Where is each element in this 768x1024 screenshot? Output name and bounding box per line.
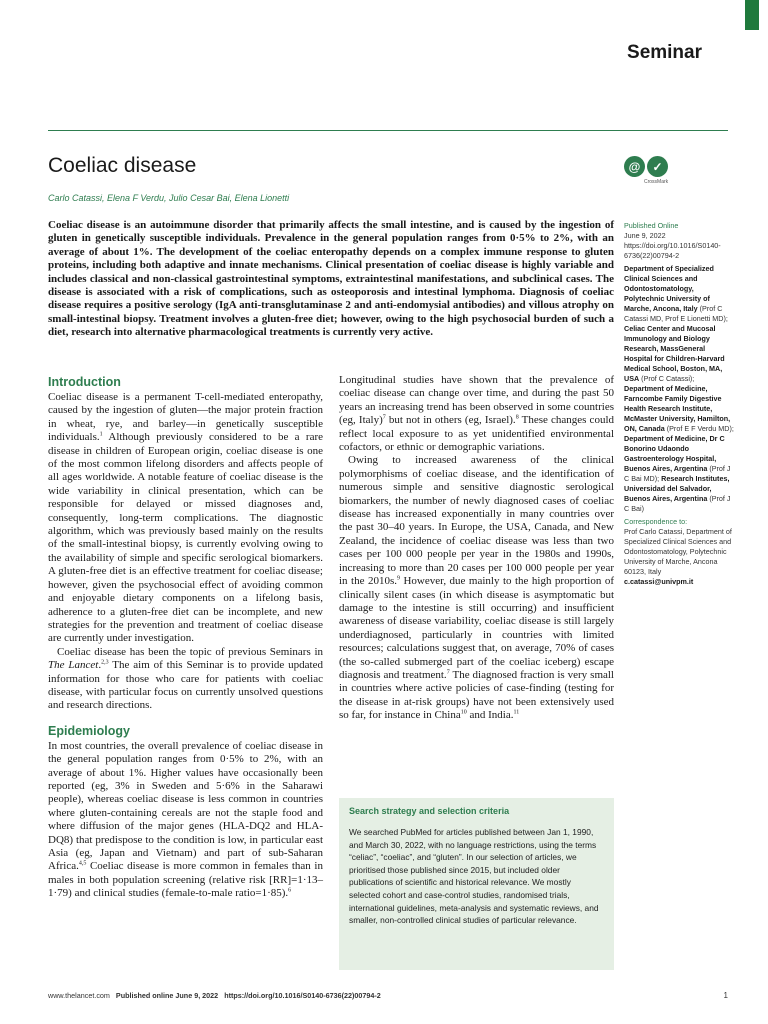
crossmark-label: CrossMark bbox=[644, 179, 669, 185]
citation[interactable]: 10 bbox=[460, 709, 467, 716]
published-date: June 9, 2022 bbox=[624, 231, 666, 240]
search-strategy-text: We searched PubMed for articles published between Jan 1, 1990, and March 30, 2022, with no language restrictions, using the terms “celiac”, “coeliac”, and “gluten”. In our selection of articles, we prioritised those published since 2015, but included older publications of scientific and historical relevance. We mostly selected cohort and case-control studies, randomised trials, international guidelines, meta-analysis and systematic reviews, and smaller, non-controlled clinical studies of particular relevance. bbox=[349, 827, 599, 926]
footer-site[interactable]: www.thelancet.com bbox=[48, 991, 110, 1000]
search-strategy-title: Search strategy and selection criteria bbox=[349, 806, 510, 816]
author-list: Carlo Catassi, Elena F Verdu, Julio Cesar Bai, Elena Lionetti bbox=[48, 193, 290, 203]
epidemiology-paragraph-1: In most countries, the overall prevalence of coeliac disease in the general population ranges from 0·5% to 2%, with an average of about 1%. Higher values have occasionally been reported (eg, 3% in Sweden and 5·6% in the Saharawi people), whereas coeliac disease is less common in countries where gluten-containing cereals are not the staple food and where diffusion of the major genes (HLA-DQ2 and HLA-DQ8) that predispose to the condition is low, in particular east Asia (eg, Japan and Vietnam) and part of sub-Saharan Africa.$^{4,5}$ Coeliac disease is more common in females than in males in both population screening (relative risk [RR]=1·13–1·79) and clinical studies (female-to-male ratio=1·85).$^6$ bbox=[48, 739, 323, 900]
citation[interactable]: 9 bbox=[396, 575, 400, 582]
journal-accent-bar bbox=[745, 0, 759, 30]
citation[interactable]: 7 bbox=[446, 669, 450, 676]
citation[interactable]: 7 bbox=[382, 414, 386, 421]
citation[interactable]: 11 bbox=[513, 709, 520, 716]
correspondence-email[interactable]: c.catassi@univpm.it bbox=[624, 577, 694, 586]
article-sidebar bbox=[624, 221, 734, 587]
epidemiology-paragraph-2: Longitudinal studies have shown that the prevalence of coeliac disease can change over time, and during the past 50 years an increasing trend has been observed in some countries (eg, Italy)$^7$ but not in others (eg, Israel).$^8$ These changes could reflect local exposure to as yet unidentified environmental cofactors, or ethnic or demographic variations. bbox=[339, 374, 614, 454]
affiliations: Department of Specialized Clinical Sciences and Odontostomatology, Polytechnic University of Marche, Ancona, Italy (Prof C Catassi MD, Prof E Lionetti MD); Celiac Center and Mucosal Immunology and Biology Research, MassGeneral Hospital for Children-Harvard Medical School, Boston, MA, USA (Prof C Catassi); Department of Medicine, Farncombe Family Digestive Health Research Institute, McMaster University, Hamilton, ON, Canada (Prof E F Verdu MD); Department of Medicine, Dr C Bonorino Udaondo Gastroenterology Hospital, Buenos Aires, Argentina (Prof J C Bai MD); Research Institutes, Universidad del Salvador, Buenos Aires, Argentina (Prof J C Bai) bbox=[624, 264, 734, 513]
citation[interactable]: 1 bbox=[99, 431, 103, 438]
article-title: Coeliac disease bbox=[48, 154, 197, 177]
correspondence-label: Correspondence to: bbox=[624, 517, 688, 526]
footer-doi[interactable]: https://doi.org/10.1016/S0140-6736(22)00794-2 bbox=[224, 991, 381, 1000]
published-label: Published Online bbox=[624, 221, 679, 230]
open-access-icon: @ bbox=[624, 156, 645, 177]
crossmark-badge[interactable] bbox=[624, 156, 668, 177]
page-number: 1 bbox=[723, 991, 728, 1000]
epidemiology-paragraph-3: Owing to increased awareness of the clinical polymorphisms of coeliac disease, and the identification of numerous simple and sensitive diagnostic serological biomarkers, the number of newly diagnosed cases of coeliac disease has increased exponentially in many countries over the past 30–40 years. In Europe, the USA, Canada, and New Zealand, the incidence of coeliac disease was less than two cases per 100 000 people per year in the 1980s and 1990s, increasing to more than 20 cases per 100 000 people per year in the 2010s.$^9$ However, due mainly to the high proportion of clinically silent cases (in which disease is asymptomatic but damage to the intestine is still occurring) and insufficient awareness of disease variability, coeliac disease is still largely underdiagnosed, particularly in countries with limited resources; calculations suggest that, on average, 70% of cases (the so-called submerged part of the coeliac iceberg) escape diagnosis and treatment.$^7$ The diagnosed fraction is very small in countries where active policies of case-finding (testing for the disease in at-risk groups) have not been extensively used so far, for instance in China$^{10}$ and India.$^{11}$ bbox=[339, 454, 614, 722]
correspondence-address: Prof Carlo Catassi, Department of Specialized Clinical Sciences and Odontostomatology, Polytechnic University of Marche, Ancona 60123, Italy bbox=[624, 527, 732, 576]
intro-paragraph-2: Coeliac disease has been the topic of previous Seminars in The Lancet.$^{2,3}$ The aim of this Seminar is to provide updated information for those who care for patients with coeliac disease, with particular focus on currently unsolved questions and research directions. bbox=[48, 645, 323, 712]
citation[interactable]: 6 bbox=[288, 887, 292, 894]
page-footer bbox=[48, 991, 728, 1000]
intro-paragraph-1: Coeliac disease is a permanent T-cell-mediated enteropathy, caused by the ingestion of gluten—the major protein fraction in wheat, rye, and barley—in genetically susceptible individuals.$^1$ Although previously considered to be a rare disease in children of European origin, coeliac disease is one of the most common lifelong disorders and affects people of all ages worldwide. A notable feature of coeliac disease is the wide variability in clinical presentation, which can be responsible for delayed or missed diagnoses and, consequently, long-term complications. The diagnostic algorithm, which was previously based mainly on the results of the small-intestinal biopsy, is currently evolving owing to the availability of simple and specific serological biomarkers. A gluten-free diet is an effective treatment for coeliac disease; however, given the psychosocial effect of avoiding common and enjoyable dietary components on a lifelong basis, adherence to a gluten-free diet can be incomplete, and new strategies for the prevention and treatment of coeliac disease are currently under investigation. bbox=[48, 391, 323, 645]
abstract: Coeliac disease is an autoimmune disorder that primarily affects the small intestine, and is caused by the ingestion of gluten in genetically susceptible individuals. Prevalence in the general population ranges from 0·5% to 2%, with an average of about 1%. The development of the coeliac enteropathy depends on a complex immune response to gluten proteins, including both adaptive and innate mechanisms. Clinical presentation of coeliac disease is highly variable and includes classical and non-classical gastrointestinal symptoms, extraintestinal manifestations, and subclinical cases. The disease is associated with a risk of complications, such as osteoporosis and intestinal lymphoma. Diagnosis of coeliac disease requires a positive serology (IgA anti-transglutaminase 2 and anti-endomysial antibodies) and villous atrophy on small-intestinal biopsy. Treatment involves a gluten-free diet; however, owing to the high psychosocial burden of such a diet, research into alternative pharmacological treatments is currently very active. bbox=[48, 219, 614, 339]
section-label: Seminar bbox=[627, 42, 702, 63]
header-divider bbox=[48, 130, 728, 131]
body-column-middle bbox=[339, 374, 614, 723]
citation[interactable]: 8 bbox=[515, 414, 519, 421]
search-strategy-panel bbox=[339, 798, 614, 970]
citation[interactable]: 2,3 bbox=[101, 659, 109, 666]
body-column-left bbox=[48, 374, 323, 901]
section-heading-epidemiology: Epidemiology bbox=[48, 723, 130, 738]
doi-link[interactable]: https://doi.org/10.1016/S0140-6736(22)00794-2 bbox=[624, 241, 721, 260]
footer-published: Published online June 9, 2022 bbox=[115, 991, 219, 1000]
crossmark-icon: ✓ bbox=[647, 156, 668, 177]
section-heading-introduction: Introduction bbox=[48, 375, 121, 389]
citation[interactable]: 4,5 bbox=[78, 860, 87, 867]
journal-name: The Lancet bbox=[48, 659, 99, 672]
